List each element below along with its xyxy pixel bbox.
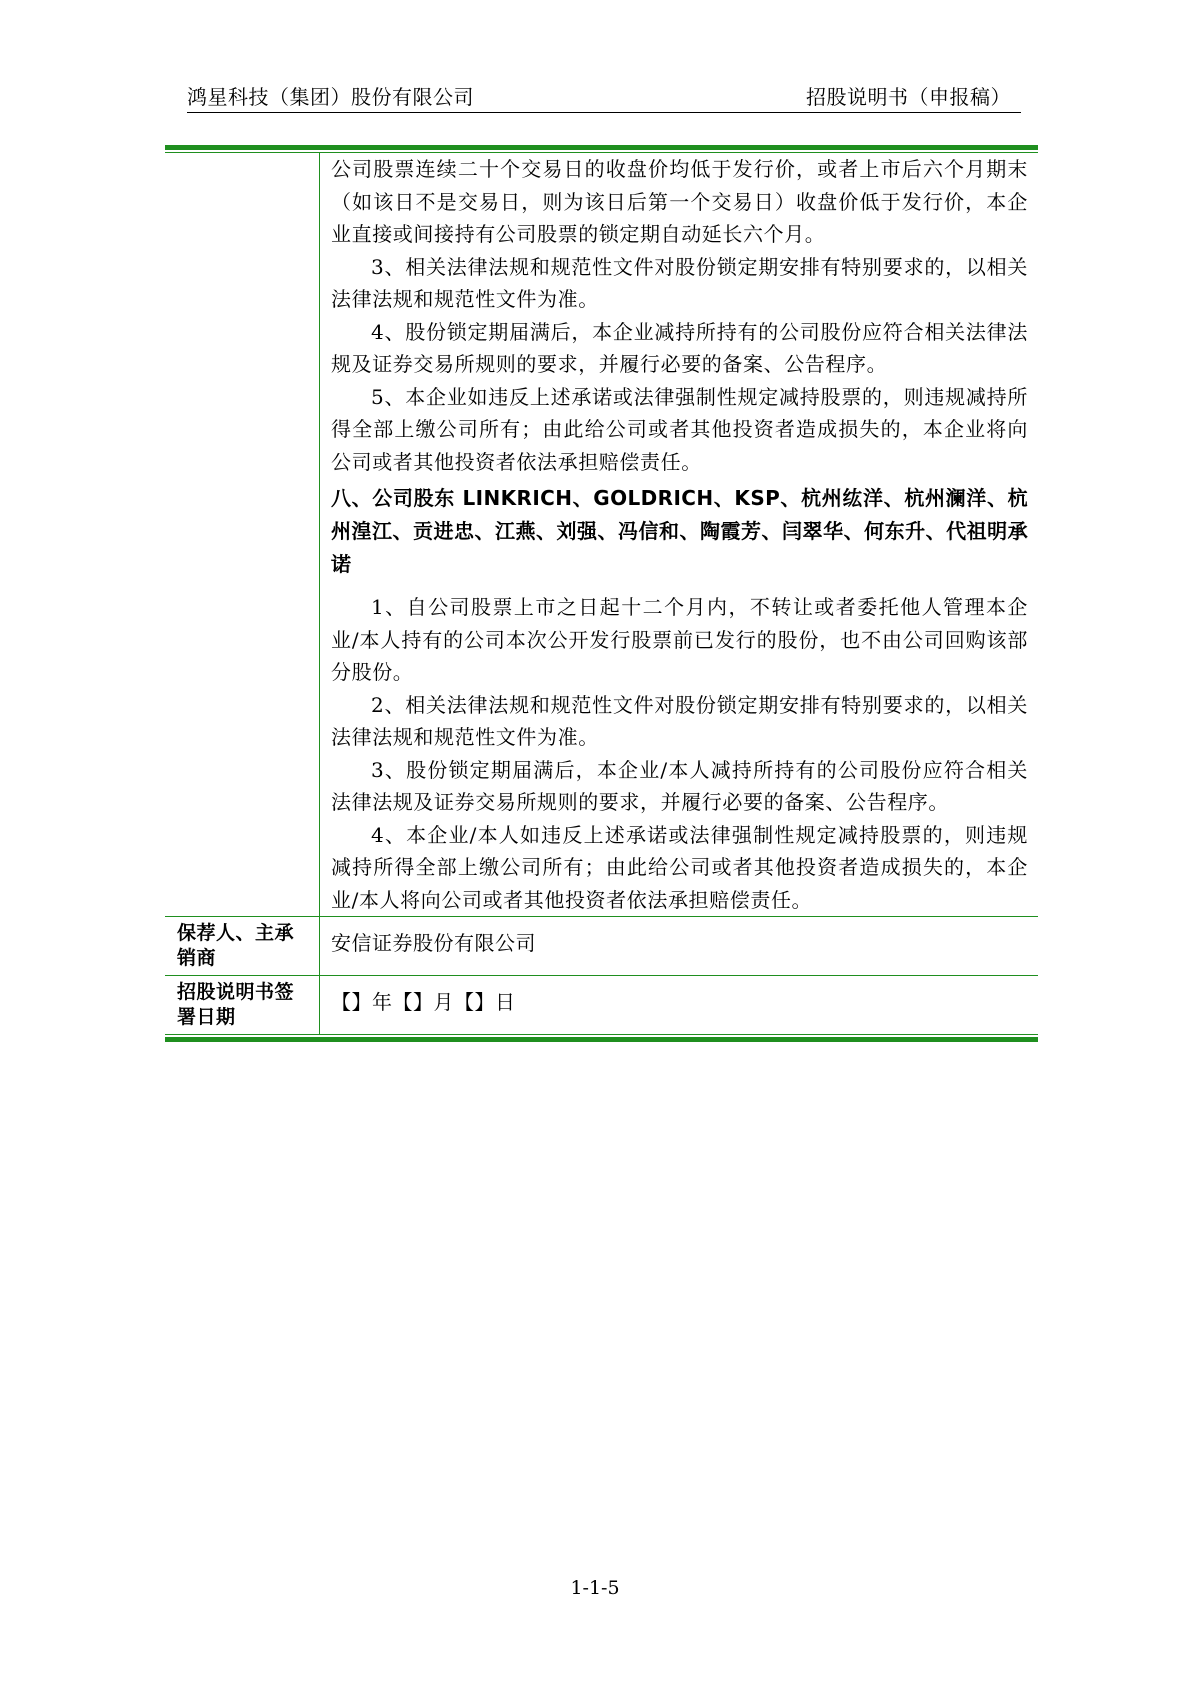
sign-date-value: 【】年【】月【】日 — [331, 990, 516, 1014]
section8-heading: 八、公司股东 LINKRICH、GOLDRICH、KSP、杭州纮洋、杭州澜洋、杭州湟江、贡进忠、江燕、刘强、冯信和、陶霞芳、闫翠华、何东升、代祖明承诺 — [331, 486, 1028, 576]
section8-item-3: 3、股份锁定期届满后，本企业/本人减持所持有的公司股份应符合相关法律法规及证券交易所规则的要求，并履行必要的备案、公告程序。 — [331, 757, 1028, 814]
section7-item-5: 5、本企业如违反上述承诺或法律强制性规定减持股票的，则违规减持所得全部上缴公司所有；由此给公司或者其他投资者造成损失的，本企业将向公司或者其他投资者依法承担赔偿责任。 — [331, 384, 1028, 474]
section7-item-4: 4、股份锁定期届满后，本企业减持所持有的公司股份应符合相关法律法规及证券交易所规则的要求，并履行必要的备案、公告程序。 — [331, 319, 1028, 376]
document-type: 招股说明书（申报稿） — [806, 85, 1011, 109]
sign-date-label: 招股说明书签署日期 — [177, 981, 295, 1028]
prospectus-summary-table — [165, 145, 1038, 1042]
section7-item-3: 3、相关法律法规和规范性文件对股份锁定期安排有特别要求的，以相关法律法规和规范性文件为准。 — [331, 254, 1028, 311]
commitment-content — [320, 153, 1039, 917]
empty-label-cell — [165, 153, 320, 917]
sponsor-value: 安信证券股份有限公司 — [331, 931, 536, 955]
section8-item-2: 2、相关法律法规和规范性文件对股份锁定期安排有特别要求的，以相关法律法规和规范性文件为准。 — [331, 692, 1028, 749]
commitment-row — [165, 153, 1038, 917]
company-name: 鸿星科技（集团）股份有限公司 — [187, 85, 474, 109]
table-top-rule — [165, 145, 1038, 153]
section8-item-4: 4、本企业/本人如违反上述承诺或法律强制性规定减持股票的，则违规减持所得全部上缴公司所有；由此给公司或者其他投资者造成损失的，本企业/本人将向公司或者其他投资者依法承担赔偿责任。 — [331, 822, 1028, 912]
sponsor-row — [165, 917, 1038, 976]
sponsor-label: 保荐人、主承销商 — [177, 922, 295, 969]
sign-date-row — [165, 976, 1038, 1035]
page-header — [187, 84, 1021, 113]
section8-item-1: 1、自公司股票上市之日起十二个月内，不转让或者委托他人管理本企业/本人持有的公司本次公开发行股票前已发行的股份，也不由公司回购该部分股份。 — [331, 595, 1028, 684]
page-number: 1-1-5 — [570, 1577, 620, 1599]
table-bottom-rule — [165, 1034, 1038, 1042]
section7-continuation: 公司股票连续二十个交易日的收盘价均低于发行价，或者上市后六个月期末（如该日不是交易日，则为该日后第一个交易日）收盘价低于发行价，本企业直接或间接持有公司股票的锁定期自动延长六个月。 — [331, 157, 1028, 246]
